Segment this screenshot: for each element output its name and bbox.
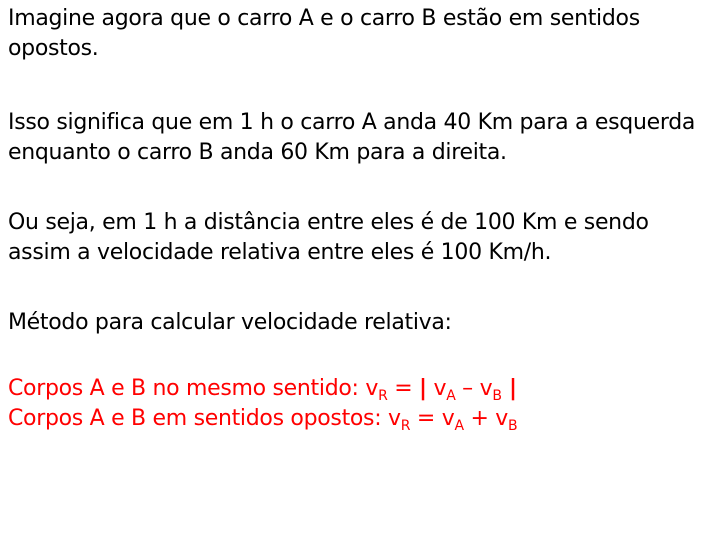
formula-lhs-subscript: R <box>400 418 411 434</box>
formula-lhs: v <box>388 406 401 431</box>
paragraph-method-heading: Método para calcular velocidade relativa: <box>8 310 452 335</box>
paragraph-relative-speed: Ou seja, em 1 h a distância entre eles é de 100 Km e sendo assim a velocidade relativa entre eles é 100 Km/h. <box>8 210 649 265</box>
formula-abs-close: | <box>501 376 517 401</box>
formula-term1-subscript: A <box>454 418 464 434</box>
formula-term2-subscript: B <box>492 388 502 404</box>
formula-label: Corpos A e B em sentidos opostos: <box>8 406 389 431</box>
formula-term2-subscript: B <box>508 418 518 434</box>
formula-operator: + <box>463 406 496 431</box>
formula-same-direction <box>8 374 713 404</box>
paragraph-opposite-directions: Imagine agora que o carro A e o carro B estão em sentidos opostos. <box>8 6 640 61</box>
paragraph-distances: Isso significa que em 1 h o carro A anda 40 Km para a esquerda enquanto o carro B anda 60 Km para a direita. <box>8 110 696 165</box>
formula-opposite-direction <box>8 404 713 434</box>
formula-block <box>8 374 713 434</box>
formula-operator: – <box>455 376 480 401</box>
formula-lhs-subscript: R <box>378 388 388 404</box>
formula-term2: v <box>495 406 509 431</box>
formula-term2: v <box>479 376 493 401</box>
formula-lhs: v <box>365 376 379 401</box>
formula-term1: v <box>441 406 455 431</box>
formula-label: Corpos A e B no mesmo sentido: <box>8 376 366 401</box>
formula-equals: = <box>410 406 442 431</box>
formula-term1: v <box>426 376 447 401</box>
formula-abs-open: | <box>419 376 427 401</box>
formula-term1-subscript: A <box>446 388 456 404</box>
formula-equals: = <box>387 376 420 401</box>
